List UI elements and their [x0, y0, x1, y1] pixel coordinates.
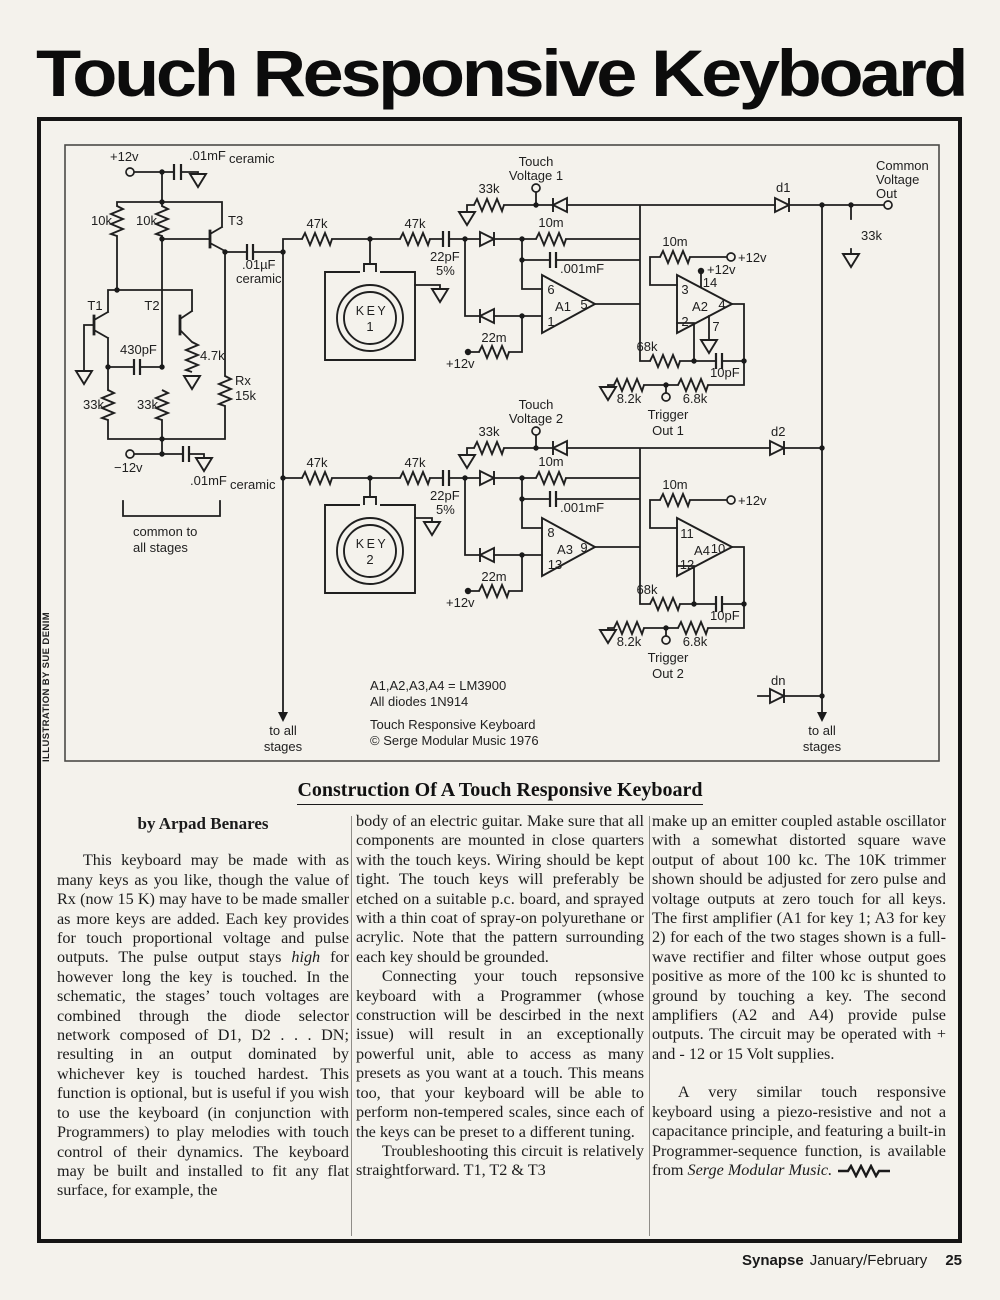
pin-2: 2: [681, 314, 689, 329]
pin-14: 14: [702, 275, 718, 290]
label-v-pos: +12v: [707, 262, 736, 277]
label-4.7k: 4.7k: [200, 348, 225, 363]
label-touch: Touch: [518, 154, 554, 169]
resistor-end-mark-icon: [838, 1164, 890, 1178]
label-d1: d1: [776, 180, 791, 195]
terminal-touch-voltage-1: [532, 184, 540, 192]
ground-icon: [843, 254, 859, 267]
label-33k: 33k: [478, 424, 500, 439]
terminal-plus12v: [126, 168, 134, 176]
label-33k: 33k: [137, 397, 158, 412]
label-15k: 15k: [235, 388, 256, 403]
label-a3: A3: [557, 542, 573, 557]
key1-ring-inner: [344, 292, 396, 344]
label-cap: .01mF: [190, 473, 227, 488]
column-rule: [351, 816, 352, 1236]
label-430pF: 430pF: [120, 342, 157, 357]
paragraph-text: This keyboard may be made with as many keys as you like, though the value of Rx (now 15 K) may have to be made smaller as more keys are added. Each key provides for touch proportional voltage and pulse outputs. The pulse output stays: [57, 851, 349, 967]
label-out-2: Out 2: [652, 666, 684, 681]
diode-dn: [770, 689, 784, 703]
label-22pF: 22pF: [430, 488, 460, 503]
paragraph: [57, 851, 349, 1200]
paragraph: [652, 1083, 946, 1180]
pin-10: 10: [710, 541, 726, 556]
key1-ring-outer: [337, 285, 403, 351]
label-ceramic: ceramic: [229, 151, 275, 166]
pin-1: 1: [547, 314, 555, 329]
terminal-bias-1: [727, 253, 735, 261]
label-a2: A2: [692, 299, 708, 314]
label-trigger: Trigger: [647, 407, 689, 422]
italic-text: Serge Modular Music.: [687, 1160, 833, 1179]
illustration-credit: ILLUSTRATION BY SUE DENIM: [41, 611, 52, 762]
label-47k: 47k: [404, 455, 426, 470]
label-001mF: .001mF: [560, 261, 605, 276]
resistor-22m: [479, 585, 509, 597]
pin-13: 13: [547, 557, 563, 572]
column-rule: [649, 816, 650, 1236]
label-10k: 10k: [91, 213, 112, 228]
label-a1: A1: [555, 299, 571, 314]
resistor-33k: [474, 442, 504, 454]
arrow-down-icon: [278, 712, 288, 722]
note-amps: A1,A2,A3,A4 = LM3900: [370, 678, 507, 693]
label-8.2k: 8.2k: [616, 391, 642, 406]
pin-5: 5: [580, 297, 588, 312]
diode-icon: [480, 548, 494, 562]
label-33k: 33k: [478, 181, 500, 196]
key2-ring-inner: [344, 525, 396, 577]
resistor-10m-bias: [660, 251, 690, 263]
pin-9: 9: [580, 540, 588, 555]
ground-icon: [459, 455, 475, 468]
diode-icon: [553, 198, 567, 212]
label-t1: T1: [87, 298, 103, 313]
label-68k: 68k: [636, 339, 658, 354]
label-001mF: .001mF: [560, 500, 605, 515]
label-v-pos: +12v: [738, 250, 767, 265]
resistor-10k-2: [156, 206, 168, 236]
label-t3: T3: [228, 213, 244, 228]
terminal-bias-2: [727, 496, 735, 504]
label-22m: 22m: [481, 569, 507, 584]
terminal-touch-voltage-2: [532, 427, 540, 435]
article-heading: Construction Of A Touch Responsive Keyboard: [0, 779, 1000, 802]
article-column-2: [356, 812, 644, 1181]
diode-icon: [553, 441, 567, 455]
common-bracket: [123, 501, 220, 516]
terminal-trigger-out-2: [662, 636, 670, 644]
ground-icon: [600, 630, 616, 643]
label-10m: 10m: [662, 234, 688, 249]
label-6.8k: 6.8k: [682, 634, 708, 649]
label-47k: 47k: [306, 216, 328, 231]
note-copyright: © Serge Modular Music 1976: [370, 733, 539, 748]
resistor-47k: [302, 472, 332, 484]
label-47k: 47k: [404, 216, 426, 231]
resistor-6.8k: [678, 622, 708, 634]
pin-6: 6: [547, 282, 555, 297]
label-voltage-1: Voltage 1: [508, 168, 564, 183]
label-voltage: Voltage: [876, 172, 920, 187]
note-caption: Touch Responsive Keyboard: [370, 717, 536, 732]
ground-icon: [424, 522, 440, 535]
label-d2: d2: [771, 424, 786, 439]
resistor-rx-15k: [219, 376, 231, 406]
resistor-22m: [479, 346, 509, 358]
label-v-neg: −12v: [114, 460, 143, 475]
label-10k: 10k: [136, 213, 157, 228]
resistor-68k: [650, 598, 680, 610]
diode-icon: [480, 471, 494, 485]
terminal-trigger-out-1: [662, 393, 670, 401]
label-10pF: 10pF: [710, 608, 740, 623]
label-stages: stages: [263, 739, 303, 754]
paragraph: Connecting your touch repsonsive keyboard with a Programmer (whose construction will be descirbed in the next issue) will result in an exceptionally powerful unit, able to access as many presets as you want at a touch. This means too, that your keyboard will be able to perform non-tempered scales, since each of the keys can be preset to a different tuning.: [356, 967, 644, 1141]
label-stages: stages: [802, 739, 842, 754]
label-5pct: 5%: [436, 263, 455, 278]
diode-icon: [480, 309, 494, 323]
resistor-10m-bias: [660, 494, 690, 506]
resistor-10k-1: [111, 206, 123, 236]
magazine-name: Synapse: [742, 1252, 804, 1269]
label-common-1: common to: [133, 524, 198, 539]
paragraph-text: A very similar touch responsive keyboard using a piezo-resistive and not a capacitance principle, and featuring a built-in Programmer-sequence function, is available from: [652, 1083, 946, 1179]
label-10m: 10m: [538, 454, 564, 469]
label-v-pos: +12v: [110, 149, 139, 164]
ground-icon: [184, 376, 200, 389]
label-22pF: 22pF: [430, 249, 460, 264]
label-68k: 68k: [636, 582, 658, 597]
schematic-notes: [370, 678, 539, 748]
label-5pct: 5%: [436, 502, 455, 517]
label-common: Common: [876, 158, 929, 173]
label-01uF: .01µF: [242, 257, 276, 272]
ground-icon: [600, 387, 616, 400]
label-key2-n: 2: [366, 552, 374, 567]
byline: by Arpad Benares: [137, 814, 269, 833]
capacitor-plates: [134, 164, 253, 462]
label-8.2k: 8.2k: [616, 634, 642, 649]
label-a4: A4: [694, 543, 710, 558]
resistor-10m: [536, 233, 566, 245]
page-footer: [742, 1252, 962, 1269]
diode-d2: [770, 441, 784, 455]
stage-1: [283, 192, 884, 400]
pin-12: 12: [679, 557, 695, 572]
label-key1-n: 1: [366, 319, 374, 334]
resistor-4.7k: [186, 342, 198, 372]
note-diodes: All diodes 1N914: [370, 694, 469, 709]
paragraph-text: for however long the key is touched. In the schematic, the stages’ touch voltages are combined through the diode selector network composed of D1, D2 . . . DN; resulting in an output dominated by whichever key is touched hardest. This function is optional, but is useful if you wish to use the keyboard (in conjunction with Programmers) to play melodies with touch control of their dynamics. The keyboard may be built and installed to fit any flat surface, for example, the: [57, 948, 350, 1200]
page-number: 25: [945, 1252, 962, 1269]
page-title: Touch Responsive Keyboard: [36, 36, 966, 110]
label-ceramic: ceramic: [236, 271, 282, 286]
terminal-minus12v: [126, 450, 134, 458]
paragraph: body of an electric guitar. Make sure that all components are mounted in close quarters with the touch keys. Wiring should be kept tight. The touch keys will preferably be etched on a suitable p.c. board, and sprayed with a thin coat of spray-on polyurethane or acrylic. Note that the pattern surrounding each key should be grounded.: [356, 812, 644, 966]
article-column-3: [652, 812, 946, 1180]
label-out: Out: [876, 186, 897, 201]
label-v-pos: +12v: [446, 595, 475, 610]
label-voltage-2: Voltage 2: [508, 411, 564, 426]
label-dn: dn: [771, 673, 786, 688]
ground-icon: [190, 174, 206, 187]
terminal-common-voltage-out: [884, 201, 892, 209]
paragraph: Troubleshooting this circuit is relatively straightforward. T1, T2 & T3: [356, 1141, 644, 1180]
ground-icon: [459, 212, 475, 225]
label-to-all: to all: [269, 723, 297, 738]
label-trigger: Trigger: [647, 650, 689, 665]
resistor-47k: [400, 233, 430, 245]
label-to-all: to all: [808, 723, 836, 738]
ground-icon: [76, 371, 92, 384]
label-cap: .01mF: [189, 148, 226, 163]
label-33k: 33k: [83, 397, 104, 412]
pin-8: 8: [547, 525, 555, 540]
label-6.8k: 6.8k: [682, 391, 708, 406]
label-10pF: 10pF: [710, 365, 740, 380]
resistor-33k: [474, 199, 504, 211]
label-10m: 10m: [662, 477, 688, 492]
label-out-1: Out 1: [652, 423, 684, 438]
pin-11: 11: [680, 526, 694, 541]
circuit-schematic: [64, 144, 940, 762]
resistor-8.2k: [614, 379, 644, 391]
transistor-bars: [94, 231, 210, 334]
label-key2: KEY: [355, 537, 389, 551]
paragraph: make up an emitter coupled astable oscillator with a somewhat distorted square wave output of about 100 kc. The 10K trimmer shown should be adjusted for zero pulse and voltage outputs at zero touch for all keys. The first amplifier (A1 for key 1; A3 for key 2) for each of the two stages shown is a full-wave rectifier and filter whose output goes positive as more of the 100 kc is shunted to ground by touching a key. The second amplifiers (A2 and A4) provide pulse outputs. The circuit may be operated with + and - 12 or 15 Volt supplies.: [652, 812, 946, 1063]
resistor-68k: [650, 355, 680, 367]
ground-icon: [701, 340, 717, 353]
label-47k: 47k: [306, 455, 328, 470]
resistor-47k: [302, 233, 332, 245]
label-ceramic: ceramic: [230, 477, 276, 492]
pin-7: 7: [712, 319, 720, 334]
italic-text: high: [291, 948, 321, 967]
label-touch: Touch: [518, 397, 554, 412]
arrow-down-icon: [817, 712, 827, 722]
label-v-pos: +12v: [446, 356, 475, 371]
label-rx: Rx: [235, 373, 251, 388]
diode-icon: [480, 232, 494, 246]
article-column-1: [57, 810, 349, 1201]
issue-name: January/February: [809, 1252, 928, 1269]
pin-4: 4: [718, 297, 726, 312]
label-key1: KEY: [355, 304, 389, 318]
label-v-pos: +12v: [738, 493, 767, 508]
ground-icon: [196, 458, 212, 471]
resistor-10m: [536, 472, 566, 484]
pin-3: 3: [681, 282, 689, 297]
label-10m: 10m: [538, 215, 564, 230]
diode-d1: [775, 198, 789, 212]
resistor-47k: [400, 472, 430, 484]
resistor-6.8k: [678, 379, 708, 391]
label-33k: 33k: [861, 228, 882, 243]
label-t2: T2: [144, 298, 160, 313]
key2-ring-outer: [337, 518, 403, 584]
label-22m: 22m: [481, 330, 507, 345]
label-common-2: all stages: [133, 540, 188, 555]
resistor-8.2k: [614, 622, 644, 634]
ground-icon: [432, 289, 448, 302]
